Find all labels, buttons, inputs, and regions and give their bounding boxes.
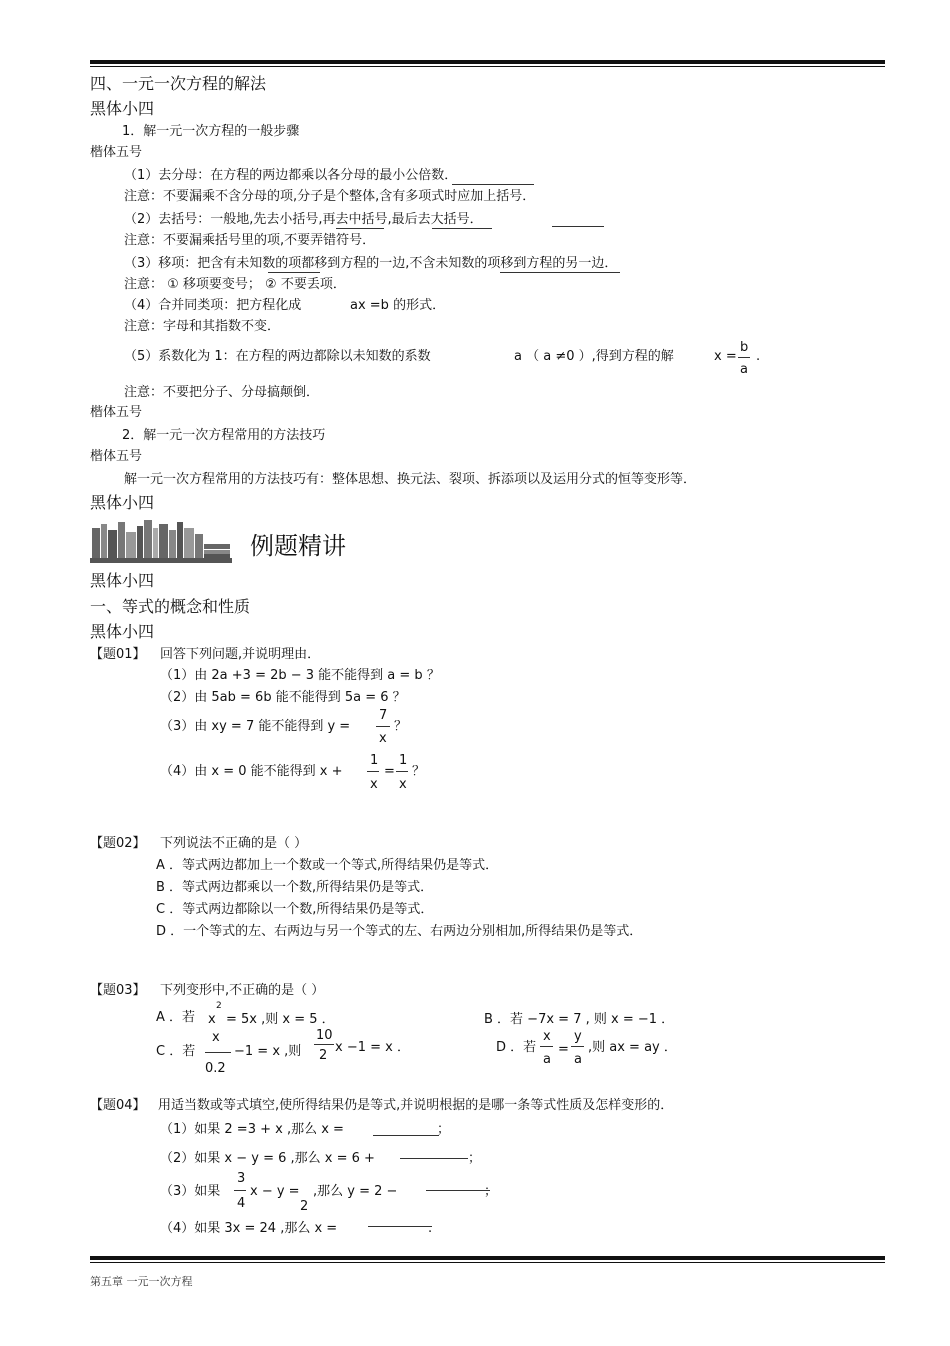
option-c: C ．等式两边都除以一个数,所得结果仍是等式． xyxy=(156,902,434,917)
semicolon: ； xyxy=(484,1184,498,1199)
exponent: 2 xyxy=(216,1001,222,1011)
fraction-numerator: y xyxy=(574,1029,582,1044)
q04-item-3-formula: x − y = xyxy=(250,1184,300,1199)
q04-item-1: （1）如果 2 =3 + x ,那么 x = xyxy=(160,1122,344,1137)
header-rule-thick xyxy=(90,60,885,64)
q04-item-3: （3）如果 xyxy=(160,1184,221,1199)
option-c-result: x −1 = x ． xyxy=(335,1040,410,1055)
option-b: B ．等式两边都乘以一个数,所得结果仍是等式． xyxy=(156,880,434,895)
underline-mark xyxy=(432,228,492,229)
note-4: 注意：字母和其指数不变． xyxy=(124,319,281,334)
underline-mark xyxy=(552,226,604,227)
fraction-bar xyxy=(205,1052,231,1053)
fraction-numerator: 7 xyxy=(379,708,388,723)
header-rule-thin xyxy=(90,66,885,67)
step-5-coef: a （ a ≠0 ）,得到方程的解 xyxy=(514,349,674,364)
fraction-numerator: 1 xyxy=(370,753,379,768)
fraction-numerator: 10 xyxy=(316,1028,333,1043)
note-5: 注意：不要把分子、分母搞颠倒． xyxy=(124,385,320,400)
step-4-formula: ax =b 的形式． xyxy=(350,298,446,313)
font-tag: 黑体小四 xyxy=(90,493,155,512)
font-tag: 楷体五号 xyxy=(90,145,143,160)
footer-rule-thick xyxy=(90,1256,885,1260)
fraction-bar xyxy=(738,357,750,358)
period: . xyxy=(756,349,761,364)
underline-mark xyxy=(452,184,534,185)
fraction-bar xyxy=(234,1190,246,1191)
techniques-text: 解一元一次方程常用的方法技巧有：整体思想、换元法、裂项、拆添项以及运用分式的恒等变形等． xyxy=(124,472,697,487)
option-a-label: A ．若 xyxy=(156,1010,196,1025)
fraction-denominator: a xyxy=(543,1052,551,1067)
fraction-denominator: 4 xyxy=(237,1196,246,1211)
question-label: 【题04】 xyxy=(90,1098,146,1113)
q01-item-1: （1）由 2a +3 = 2b − 3 能不能得到 a = b ？ xyxy=(160,668,440,683)
fraction-denominator: 2 xyxy=(300,1199,309,1214)
option-a-formula: = 5x ,则 x = 5 ． xyxy=(226,1012,335,1027)
note-3: 注意： ① 移项要变号； ② 不要丢项． xyxy=(124,277,346,292)
equals-sign: = xyxy=(384,764,395,779)
fraction-numerator: b xyxy=(740,340,749,355)
footer-rule-thin xyxy=(90,1262,885,1263)
q01-item-2: （2）由 5ab = 6b 能不能得到 5a = 6 ？ xyxy=(160,690,406,705)
fraction-denominator: a xyxy=(740,362,748,377)
subheading-steps: 1．解一元一次方程的一般步骤 xyxy=(122,124,300,139)
answer-blank[interactable] xyxy=(400,1158,468,1159)
fraction-denominator: x xyxy=(399,777,407,792)
font-tag: 楷体五号 xyxy=(90,449,143,464)
font-tag: 黑体小四 xyxy=(90,99,155,118)
answer-blank[interactable] xyxy=(368,1226,432,1227)
q04-item-3-then: ,那么 y = 2 − xyxy=(313,1184,398,1199)
variable-x: x xyxy=(208,1012,216,1027)
fraction-numerator: x xyxy=(543,1029,551,1044)
font-tag: 楷体五号 xyxy=(90,405,143,420)
option-c-formula: −1 = x ,则 xyxy=(234,1044,302,1059)
books-icon xyxy=(90,518,232,564)
semicolon: ； xyxy=(437,1122,451,1137)
section-title: 四、一元一次方程的解法 xyxy=(90,74,267,93)
option-b: B ．若 −7x = 7 , 则 x = −1 ． xyxy=(484,1012,675,1027)
fraction-denominator: 2 xyxy=(319,1048,328,1063)
option-c-label: C ．若 xyxy=(156,1044,196,1059)
q04-item-4: （4）如果 3x = 24 ,那么 x = xyxy=(160,1221,338,1236)
option-d-label: D ．若 xyxy=(496,1040,537,1055)
option-d-result: ,则 ax = ay ． xyxy=(588,1040,677,1055)
fraction-denominator: x xyxy=(370,777,378,792)
answer-blank[interactable] xyxy=(373,1135,439,1136)
fraction-bar xyxy=(571,1046,584,1047)
note-2: 注意：不要漏乘括号里的项,不要弄错符号． xyxy=(124,233,376,248)
banner-title: 例题精讲 xyxy=(250,532,346,560)
step-4-text: （4）合并同类项：把方程化成 xyxy=(124,298,302,313)
part-title: 一、等式的概念和性质 xyxy=(90,597,251,616)
option-d: D ．一个等式的左、右两边与另一个等式的左、右两边分别相加,所得结果仍是等式． xyxy=(156,924,643,939)
option-a: A ．等式两边都加上一个数或一个等式,所得结果仍是等式． xyxy=(156,858,499,873)
question-mark: ？ xyxy=(412,764,426,779)
equals-sign: = xyxy=(558,1042,569,1057)
q04-item-2: （2）如果 x − y = 6 ,那么 x = 6 + xyxy=(160,1151,375,1166)
fraction-bar xyxy=(314,1044,334,1045)
step-3: （3）移项：把含有未知数的项都移到方程的一边,不含未知数的项移到方程的另一边． xyxy=(124,256,618,271)
answer-blank[interactable] xyxy=(426,1190,490,1191)
font-tag: 黑体小四 xyxy=(90,622,155,641)
question-mark: ？ xyxy=(394,719,408,734)
footer-chapter: 第五章 一元一次方程 xyxy=(90,1275,193,1288)
q01-item-3: （3）由 xy = 7 能不能得到 y = xyxy=(160,719,351,734)
underline-mark xyxy=(268,272,320,273)
q01-item-4: （4）由 x = 0 能不能得到 x + xyxy=(160,764,343,779)
subheading-techniques: 2．解一元一次方程常用的方法技巧 xyxy=(122,428,326,443)
step-5-x: x = xyxy=(714,349,737,364)
question-label: 【题03】 xyxy=(90,983,146,998)
fraction-denominator: a xyxy=(574,1052,582,1067)
question-stem: 下列变形中,不正确的是（ ） xyxy=(160,983,325,998)
question-stem: 下列说法不正确的是（ ） xyxy=(160,836,308,851)
note-1: 注意：不要漏乘不含分母的项,分子是个整体,含有多项式时应加上括号． xyxy=(124,189,536,204)
period: . xyxy=(428,1221,433,1236)
fraction-numerator: 3 xyxy=(237,1171,246,1186)
fraction-numerator: x xyxy=(212,1030,220,1045)
question-stem: 用适当数或等式填空,使所得结果仍是等式,并说明根据的是哪一条等式性质及怎样变形的． xyxy=(158,1098,674,1113)
question-stem: 回答下列问题,并说明理由． xyxy=(160,647,321,662)
question-label: 【题01】 xyxy=(90,647,146,662)
semicolon: ； xyxy=(468,1151,482,1166)
fraction-denominator: x xyxy=(379,731,387,746)
fraction-bar xyxy=(376,726,390,727)
font-tag: 黑体小四 xyxy=(90,571,155,590)
fraction-numerator: 1 xyxy=(399,753,408,768)
fraction-bar xyxy=(396,771,408,772)
step-1: （1）去分母：在方程的两边都乘以各分母的最小公倍数． xyxy=(124,168,458,183)
step-5-text: （5）系数化为 1：在方程的两边都除以未知数的系数 xyxy=(124,349,431,364)
step-2: （2）去括号：一般地,先去小括号,再去中括号,最后去大括号． xyxy=(124,212,483,227)
underline-mark xyxy=(336,228,384,229)
fraction-bar xyxy=(367,771,379,772)
question-label: 【题02】 xyxy=(90,836,146,851)
underline-mark xyxy=(500,272,620,273)
fraction-denominator: 0.2 xyxy=(205,1061,226,1076)
fraction-bar xyxy=(540,1046,553,1047)
